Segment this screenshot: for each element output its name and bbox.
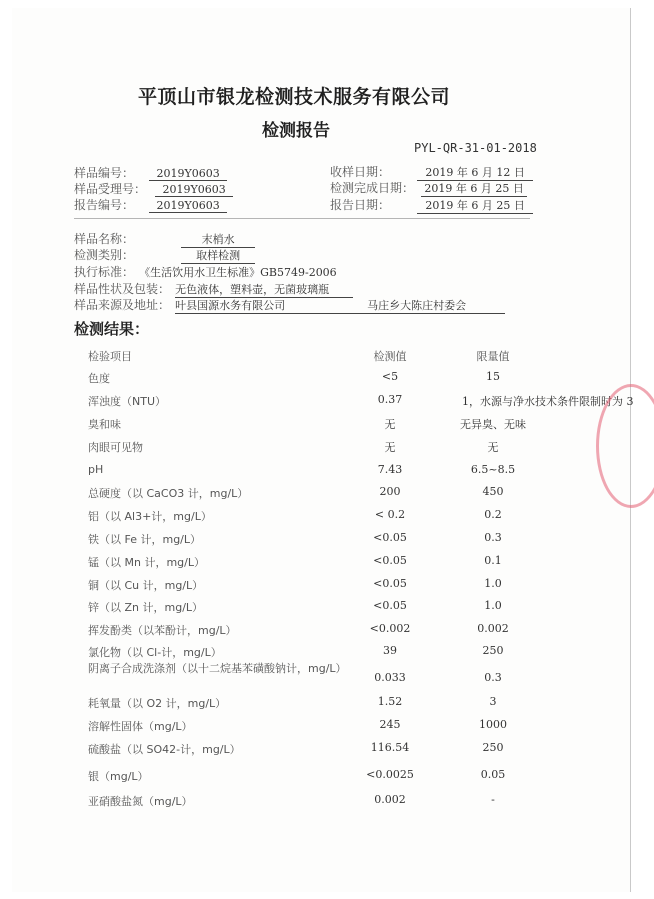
- package-label: 样品性状及包装：: [74, 282, 171, 296]
- row-measured: 0.033: [374, 671, 406, 684]
- document-code: PYL-QR-31-01-2018: [414, 141, 537, 155]
- results-title: 检测结果：: [74, 320, 150, 338]
- row-measured: <0.05: [373, 531, 407, 544]
- source-value: [175, 297, 505, 314]
- divider-top: [74, 218, 530, 219]
- sample-name-value: 末梢水: [181, 231, 255, 248]
- row-item: 臭和味: [88, 418, 121, 431]
- row-limit: 3: [489, 695, 497, 708]
- row-measured: < 0.2: [374, 508, 406, 521]
- row-item: pH: [88, 463, 104, 476]
- row-limit: 0.2: [484, 508, 502, 521]
- source-label: 样品来源及地址：: [74, 298, 171, 312]
- report-number-line: [74, 194, 227, 213]
- row-measured: <0.05: [373, 599, 407, 612]
- row-measured: <0.0025: [366, 768, 414, 781]
- sample-number-label: 样品编号：: [74, 166, 135, 180]
- row-measured: <0.05: [373, 577, 407, 590]
- row-measured: <0.002: [369, 622, 411, 635]
- row-limit: 无: [487, 441, 499, 454]
- package-value: 无色液体，塑料壶，无菌玻璃瓶: [175, 281, 353, 298]
- row-limit: -: [491, 793, 495, 806]
- header-limit: 限量值: [476, 350, 510, 363]
- sample-number-value: 2019Y0603: [149, 167, 227, 181]
- row-item: 阴离子合成洗涤剂（以十二烷基苯磺酸钠计，mg/L）: [88, 662, 347, 675]
- row-limit: 0.002: [477, 622, 509, 635]
- row-measured: <5: [381, 370, 399, 383]
- report-title: 检测报告: [262, 121, 330, 141]
- test-category-value: 取样检测: [181, 247, 255, 264]
- source-address: 马庄乡大陈庄村委会: [367, 299, 467, 312]
- row-item: 硫酸盐（以 SO42-计，mg/L）: [88, 743, 241, 756]
- row-measured: 无: [384, 418, 396, 431]
- row-item: 锰（以 Mn 计，mg/L）: [88, 556, 205, 569]
- report-number-label: 报告编号：: [74, 198, 135, 212]
- row-measured: 0.002: [374, 793, 406, 806]
- row-limit: 15: [486, 370, 500, 383]
- report-date-line: [330, 194, 533, 214]
- standard-label: 执行标准：: [74, 265, 135, 279]
- row-limit: 6.5~8.5: [470, 463, 516, 476]
- row-limit: 无异臭、无味: [460, 418, 526, 431]
- row-item: 银（mg/L）: [88, 770, 149, 783]
- row-measured: <0.05: [373, 554, 407, 567]
- report-number-value: 2019Y0603: [149, 199, 227, 213]
- source-company: 叶县国源水务有限公司: [175, 299, 286, 312]
- row-measured: 116.54: [370, 741, 410, 754]
- row-measured: 7.43: [377, 463, 403, 476]
- row-limit: 0.1: [484, 554, 502, 567]
- row-item: 总硬度（以 CaCO3 计，mg/L）: [88, 487, 249, 500]
- row-item: 肉眼可见物: [88, 441, 143, 454]
- row-measured: 0.37: [377, 393, 403, 406]
- acceptance-number-label: 样品受理号：: [74, 182, 147, 196]
- receipt-date-value: 2019 年 6 月 12 日: [417, 164, 533, 181]
- acceptance-number-value: 2019Y0603: [155, 183, 233, 197]
- row-limit: 1，水源与净水技术条件限制时为 3: [462, 395, 634, 408]
- header-item: 检验项目: [88, 350, 132, 363]
- row-item: 锌（以 Zn 计，mg/L）: [88, 601, 204, 614]
- row-limit: 0.05: [480, 768, 506, 781]
- standard-value: 《生活饮用水卫生标准》GB5749-2006: [139, 266, 337, 279]
- row-item: 氯化物（以 Cl-计，mg/L）: [88, 646, 222, 659]
- row-measured: 39: [383, 644, 397, 657]
- report-date-label: 报告日期：: [330, 198, 391, 212]
- row-item: 铁（以 Fe 计，mg/L）: [88, 533, 202, 546]
- row-item: 溶解性固体（mg/L）: [88, 720, 193, 733]
- row-item: 铝（以 Al3+计，mg/L）: [88, 510, 212, 523]
- company-name: 平顶山市银龙检测技术服务有限公司: [138, 86, 451, 108]
- row-measured: 245: [379, 718, 401, 731]
- source-line: [74, 294, 505, 314]
- completion-date-value: 2019 年 6 月 25 日: [421, 180, 527, 197]
- row-item: 耗氧量（以 O2 计，mg/L）: [88, 697, 227, 710]
- row-item: 挥发酚类（以苯酚计，mg/L）: [88, 624, 237, 637]
- row-measured: 无: [384, 441, 396, 454]
- test-category-label: 检测类别：: [74, 248, 135, 262]
- row-item: 色度: [88, 372, 110, 385]
- row-limit: 1.0: [484, 599, 502, 612]
- row-limit: 250: [482, 741, 504, 754]
- report-date-value: 2019 年 6 月 25 日: [417, 197, 533, 214]
- row-limit: 0.3: [484, 531, 502, 544]
- header-measured: 检测值: [373, 350, 407, 363]
- row-item: 浑浊度（NTU）: [88, 395, 166, 408]
- row-limit: 1.0: [484, 577, 502, 590]
- sample-name-label: 样品名称：: [74, 232, 135, 246]
- row-limit: 250: [482, 644, 504, 657]
- row-item: 铜（以 Cu 计，mg/L）: [88, 579, 204, 592]
- row-measured: 1.52: [377, 695, 403, 708]
- row-limit: 0.3: [484, 671, 502, 684]
- row-limit: 450: [482, 485, 504, 498]
- row-measured: 200: [379, 485, 401, 498]
- row-limit: 1000: [479, 718, 507, 731]
- receipt-date-label: 收样日期：: [330, 165, 391, 179]
- table-row: [74, 662, 594, 692]
- row-item: 亚硝酸盐氮（mg/L）: [88, 795, 193, 808]
- completion-date-label: 检测完成日期：: [330, 181, 415, 195]
